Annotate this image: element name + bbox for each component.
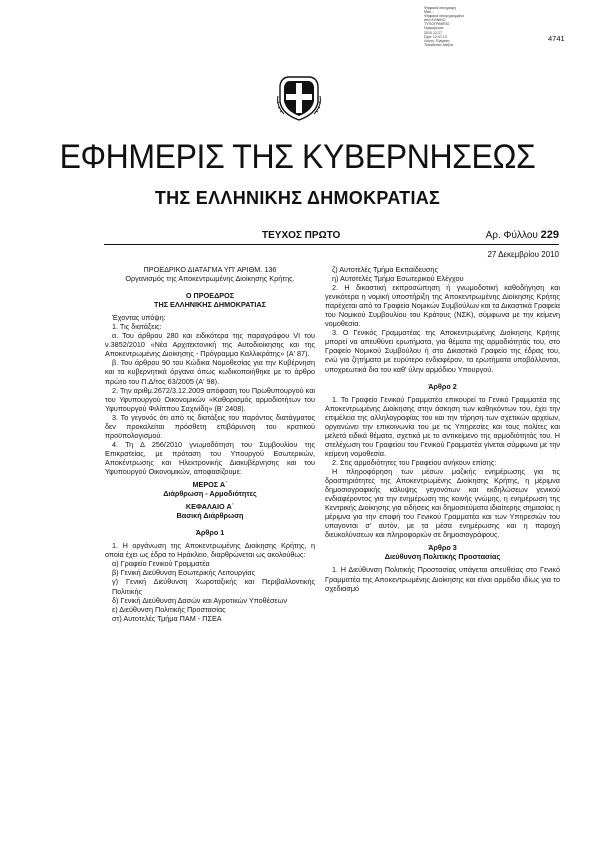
- heading: Άρθρο 3: [428, 543, 457, 553]
- paragraph: 3. Ο Γενικός Γραμματέας της Αποκεντρωμένης Διοίκησης Κρήτης μπορεί να απευθύνει ερωτήματα, για θέματα της αρμοδιότητάς του, στο Γραφείο Νομικού Συμβούλου ή στο Δικαστικό Γραφείο της έδρας του, ενώ για ζητήματα με ευρύτερο ενδιαφέρον, τα ερωτήματα υποβάλλονται, υποχρεωτικά δια του καθ' ύλην αρμόδιου Υπουργού.: [325, 328, 560, 374]
- paragraph: 3. Το γεγονός ότι από τις διατάξεις του παρόντος διατάγματος δεν προκαλείται πρόσθετη επιβάρυνση του κρατικού προϋπολογισμού.: [105, 412, 315, 440]
- paragraph: δ) Γενική Διεύθυνση Δασών και Αγροτικών Υποθέσεων: [112, 595, 287, 605]
- stamp-line: Ψηφιακά υπογεγραμμένο: [424, 14, 465, 19]
- sheet-number-value: 229: [540, 229, 559, 241]
- heading: Βασική Διάρθρωση: [176, 511, 244, 521]
- header-divider: [104, 244, 559, 245]
- paragraph: 2. Η δικαστική εκπροσώπηση ή γνωμοδοτική καθοδήγηση και γενικότερα η νομική υποστήριξη της Αποκεντρωμένης Διοίκησης Κρήτης παρέχεται από τα Γραφεία Νομικών Συμβούλων και τα Δικαστικά Γραφεία του Νομικού Συμβουλίου του Κράτους (ΝΣΚ), σύμφωνα με την κείμενη νομοθεσία.: [325, 283, 560, 329]
- paragraph: ε) Διεύθυνση Πολιτικής Προστασίας: [112, 604, 226, 614]
- page-number: 4741: [548, 34, 565, 43]
- heading: Άρθρο 2: [428, 381, 457, 391]
- paragraph: η) Αυτοτελές Τμήμα Εσωτερικού Ελέγχου: [332, 274, 464, 284]
- paragraph: 2. Την αριθμ.2672/3.12.2009 απόφαση του Πρωθυπουργού και του Υφυπουργού Οικονομικών «Καθορισμός αρμοδιοτήτων του Υφυπουργού Φιλίππου Σαχινίδη» (Β' 2408).: [105, 385, 315, 413]
- sheet-label: Αρ. Φύλλου: [485, 230, 538, 241]
- stamp-line: 2010.12.27: [424, 30, 442, 35]
- paragraph: 1. Η Διεύθυνση Πολιτικής Προστασίας υπάγεται απευθείας στο Γενικό Γραμματέα της Αποκεντρωμένης Διοίκησης και είναι αρμόδια ιδίως για το σχεδιασμό: [325, 565, 560, 593]
- heading: ΜΕΡΟΣ Α΄: [192, 480, 228, 490]
- stamp-line: Ημερομηνία:: [424, 26, 445, 31]
- stamp-line: Mari...: [424, 10, 434, 15]
- paragraph: β) Γενική Διεύθυνση Εσωτερικής Λειτουργίας: [112, 568, 256, 578]
- paragraph: ζ) Αυτοτελές Τμήμα Εκπαίδευσης: [332, 265, 438, 274]
- heading: Διεύθυνση Πολιτικής Προστασίας: [384, 552, 501, 562]
- paragraph: 1. Το Γραφείο Γενικού Γραμματέα επικουρεί το Γενικό Γραμματέα της Αποκεντρωμένης Διοίκησης στην άσκηση των καθηκόντων του, έχει την επιμέλεια της αλληλογραφίας του και την τήρηση των σχετικών αρχείων, οργανώνει την επικοινωνία του με τις Υπηρεσίες και τους πολίτες και μελετά ειδικά θέματα, σχετικά με το αντικείμενο της αρμοδιότητάς του. Η στελέχωση του Γραφείου του Γενικού Γραμματέα γίνεται σύμφωνα με την κείμενη νομοθεσία.: [325, 394, 560, 458]
- paragraph: 4. Τη Δ 256/2010 γνωμοδότηση του Συμβουλίου της Επικρατείας, με πρόταση του Υπουργού Εσωτερικών, Αποκέντρωσης και Ηλεκτρονικής Διακυβέρνησης και του Υφυπουργού Οικονομικών, αποφασίζουμε:: [105, 439, 315, 476]
- stamp-line: Λόγος: Έγκριση: [424, 38, 450, 43]
- heading: Ο ΠΡΟΕΔΡΟΣ: [185, 291, 235, 301]
- heading: ΠΡΟΕΔΡΙΚΟ ΔΙΑΤΑΓΜΑ ΥΠ' ΑΡΙΘΜ. 136: [143, 265, 277, 274]
- paragraph: α. Του άρθρου 280 και ειδικότερα της παραγράφου VI του ν.3852/2010 «Νέα Αρχιτεκτονική της Αυτοδιοίκησης και της Αποκεντρωμένης Διοίκησης - Πρόγραμμα Καλλικράτης» (Α' 87).: [105, 331, 315, 359]
- stamp-line: ΤΥΠΟΓΡΑΦΕΙΟ: [424, 22, 450, 27]
- gazette-subtitle: ΤΗΣ ΕΛΛΗΝΙΚΗΣ ΔΗΜΟΚΡΑΤΙΑΣ: [154, 188, 441, 208]
- heading: Άρθρο 1: [195, 528, 225, 538]
- right-text-column: [325, 265, 560, 593]
- heading: ΤΗΣ ΕΛΛΗΝΙΚΗΣ ΔΗΜΟΚΡΑΤΙΑΣ: [154, 300, 266, 310]
- paragraph: Η πληροφόρηση των μέσων μαζικής ενημέρωσης για τις δραστηριότητες της Αποκεντρωμένης Διοίκησης Κρήτης, η μέριμνα δημοσιογραφικής κάλυψης γεγονότων και εκδηλώσεων γενικού ενδιαφέροντος για την ενημέρωση της κοινής γνώμης, η ενημέρωση της Κεντρικής Διοίκησης για ειδήσεις και δημοσιεύματα ιδιαίτερης σημασίας η μέριμνα για την επαφή του Γενικού Γραμματέα και των Υπηρεσιών του υπαγονται σ' αυτόν, με τα μέσα ενημέρωσης και η παροχή διευκολύνσεων και πληροφοριών σε δημοσιογράφους.: [325, 466, 560, 540]
- digital-signature-stamp: [424, 6, 484, 47]
- stamp-line: Ώρα: 12:47:13: [424, 34, 447, 39]
- sheet-number: [486, 229, 559, 241]
- paragraph: 1. Η οργάνωση της Αποκεντρωμένης Διοίκησης Κρήτης, η οποία έχει ως έδρα το Ηράκλειο, διαρθρώνεται ως ακολούθως:: [105, 541, 315, 560]
- gazette-title: ΕΦΗΜΕΡΙΣ ΤΗΣ ΚΥΒΕΡΝΗΣΕΩΣ: [59, 136, 536, 176]
- issue-label: ΤΕΥΧΟΣ ΠΡΩΤΟ: [262, 230, 341, 241]
- paragraph: α) Γραφείο Γενικού Γραμματέα: [112, 559, 210, 569]
- greek-coat-of-arms-icon: [276, 72, 322, 122]
- heading: Διάρθρωση - Αρμοδιότητες: [163, 489, 257, 499]
- heading: Οργανισμός της Αποκεντρωμένης Διοίκησης Κρήτης.: [125, 274, 295, 284]
- paragraph: β. Του άρθρου 90 του Κώδικα Νομοθεσίας για την Κυβέρνηση και τα κυβερνητικά όργανα όπως κωδικοποιήθηκε με το άρθρο πρώτο του Π.Δ/τος 63/2005 (Α' 98).: [105, 358, 315, 386]
- stamp-line: από ΕΘΝΙΚΟ: [424, 18, 446, 23]
- paragraph: στ) Αυτοτελές Τμήμα ΠΑΜ - ΠΣΕΑ: [112, 613, 222, 623]
- issue-date: 27 Δεκεμβρίου 2010: [487, 250, 559, 259]
- stamp-line: Ψηφιακά υπογραφή: [424, 6, 456, 10]
- paragraph: γ) Γενική Διεύθυνση Χωροταξικής και Περιβαλλοντικής Πολιτικής: [112, 577, 315, 596]
- paragraph: 2. Στις αρμοδιότητες του Γραφείου ανήκουν επίσης:: [332, 457, 497, 467]
- heading: ΚΕΦΑΛΑΙΟ Α΄: [185, 502, 235, 512]
- left-text-column: [105, 265, 315, 623]
- paragraph: Έχοντας υπόψη:: [112, 313, 166, 323]
- paragraph: 1. Τις διατάξεις:: [112, 322, 162, 332]
- stamp-line: Τοποθεσία: Αθήνα: [424, 42, 453, 47]
